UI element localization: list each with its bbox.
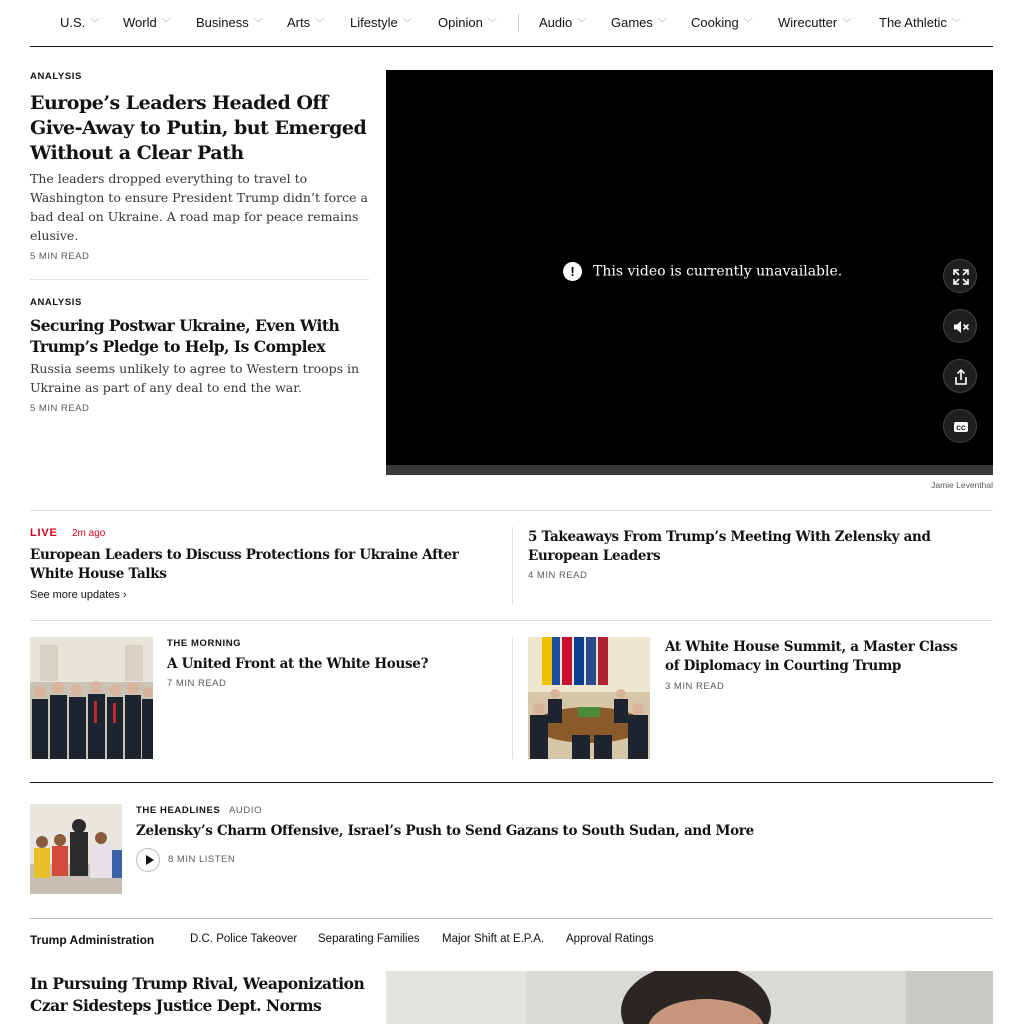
chevron-down-icon: ﹀ [253,18,263,28]
section-nav [30,0,993,47]
takeaways-headline[interactable]: 5 Takeaways From Trump’s Meeting With Zelensky and European Leaders [528,529,931,564]
audio-thumbnail[interactable] [30,804,122,894]
nav-item-us[interactable]: U.S. ﹀ [60,15,100,30]
closed-captions-icon [952,418,970,436]
nav-item-lifestyle[interactable]: Lifestyle ﹀ [350,15,412,30]
nav-item-world[interactable]: World ﹀ [123,15,171,30]
chevron-down-icon: ﹀ [315,18,325,28]
tag-approval-ratings[interactable]: Approval Ratings [566,933,654,945]
mute-button[interactable] [943,309,977,343]
tag-major-shift-epa[interactable]: Major Shift at E.P.A. [442,933,545,945]
chevron-down-icon: ﹀ [743,18,753,28]
portrait-photo [386,971,993,1024]
nav-item-arts[interactable]: Arts ﹀ [287,15,325,30]
chevron-down-icon: ﹀ [842,18,852,28]
column-divider [512,527,513,604]
morning-read-time: 7 MIN READ [167,678,227,689]
summit-read-time: 3 MIN READ [665,681,725,692]
expand-icon [952,268,970,286]
summit-photo [528,637,650,759]
morning-headline[interactable]: A United Front at the White House? [167,656,429,672]
nav-item-wirecutter[interactable]: Wirecutter ﹀ [778,15,852,30]
live-time-ago: 2m ago [72,528,106,539]
takeaways-read-time: 4 MIN READ [528,570,588,581]
second-headline[interactable]: Securing Postwar Ukraine, Even With Trump’s Pledge to Help, Is Complex [30,316,340,356]
tag-separating-families[interactable]: Separating Families [318,933,420,945]
nav-item-games[interactable]: Games ﹀ [611,15,667,30]
divider [30,279,369,280]
mute-icon [952,318,970,336]
summit-thumbnail[interactable] [528,637,650,759]
family-photo [30,804,122,894]
morning-thumbnail[interactable] [30,637,153,759]
nav-item-cooking[interactable]: Cooking ﹀ [691,15,753,30]
lead-summary[interactable]: The leaders dropped everything to travel to Washington to ensure President Trump didn’t force a bad deal on Ukraine. A road map for peace remains elusive. [30,171,368,243]
section-divider [30,782,993,783]
audio-kicker: AUDIO [229,805,263,816]
nav-item-audio[interactable]: Audio ﹀ [539,15,587,30]
fullscreen-button[interactable] [943,259,977,293]
listen-time: 8 MIN LISTEN [168,854,236,865]
tag-dc-police-takeover[interactable]: D.C. Police Takeover [190,933,298,945]
chevron-down-icon: ﹀ [487,18,497,28]
lead-read-time: 5 MIN READ [30,251,90,262]
closed-captions-button[interactable] [943,409,977,443]
nav-item-opinion[interactable]: Opinion ﹀ [438,15,497,30]
live-label: LIVE [30,527,58,539]
morning-kicker: THE MORNING [167,638,242,649]
live-headline[interactable]: European Leaders to Discuss Protections for Ukraine After White House Talks [30,547,459,582]
chevron-down-icon: ﹀ [577,18,587,28]
divider [30,510,993,511]
leaders-photo [30,637,153,759]
summit-headline[interactable]: At White House Summit, a Master Class of Diplomacy in Courting Trump [665,639,958,674]
divider [30,918,993,919]
second-kicker: ANALYSIS [30,297,82,308]
headlines-kicker: THE HEADLINES [136,805,221,816]
bottom-story-image[interactable] [386,971,993,1024]
chevron-down-icon: ﹀ [951,18,961,28]
chevron-down-icon: ﹀ [657,18,667,28]
play-button[interactable] [136,848,160,872]
column-divider [512,637,513,759]
see-more-updates-link[interactable]: See more updates › [30,589,127,601]
nav-divider [518,14,519,32]
second-summary[interactable]: Russia seems unlikely to agree to Western troops in Ukraine as part of any deal to end the war. [30,361,360,395]
video-player[interactable] [386,70,993,475]
lead-kicker: ANALYSIS [30,71,82,82]
video-unavailable-message: ! This video is currently unavailable. [563,262,842,281]
chevron-down-icon: ﹀ [402,18,412,28]
alert-icon: ! [563,262,582,281]
share-icon [952,368,970,386]
video-credit: Jamie Leventhal [931,480,993,490]
video-progress-bar[interactable] [386,465,993,475]
divider [30,620,993,621]
share-button[interactable] [943,359,977,393]
chevron-down-icon: ﹀ [90,18,100,28]
chevron-down-icon: ﹀ [161,18,171,28]
nav-item-business[interactable]: Business ﹀ [196,15,263,30]
bottom-headline[interactable]: In Pursuing Trump Rival, Weaponization Czar Sidesteps Justice Dept. Norms [30,974,365,1015]
nav-item-the-athletic[interactable]: The Athletic ﹀ [879,15,961,30]
second-read-time: 5 MIN READ [30,403,90,414]
headlines-audio-headline[interactable]: Zelensky’s Charm Offensive, Israel’s Push to Send Gazans to South Sudan, and More [136,823,754,839]
svg-text:CC: CC [956,424,966,432]
section-title-trump-administration[interactable]: Trump Administration [30,933,155,947]
lead-headline[interactable]: Europe’s Leaders Headed Off Give-Away to Putin, but Emerged Without a Clear Path [30,92,367,164]
